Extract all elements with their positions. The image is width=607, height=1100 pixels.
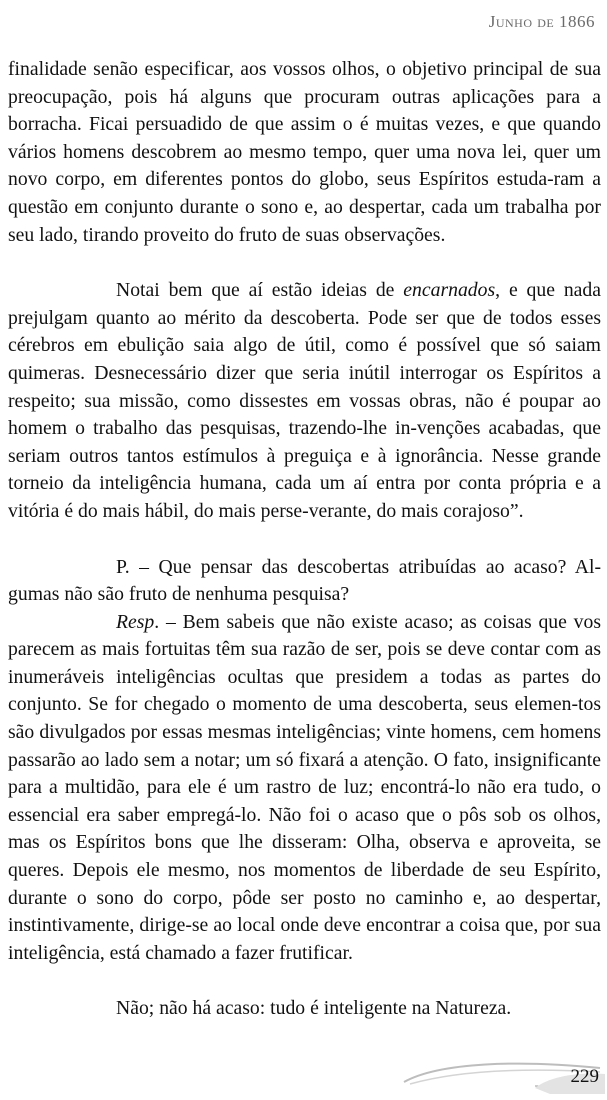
paragraph-2 <box>8 277 601 525</box>
answer-paragraph <box>8 609 601 968</box>
answer-label: Resp <box>116 610 155 633</box>
page-number: 229 <box>570 1066 599 1087</box>
body-text <box>8 56 601 1023</box>
closing-line: Não; não há acaso: tudo é inteligente na Natureza. <box>116 997 512 1020</box>
running-header: Junho de 1866 <box>488 12 595 31</box>
paragraph-1: finalidade senão especificar, aos vossos olhos, o objetivo principal de sua preocupação, pois há alguns que procuram outras aplicações para a borracha. Ficai persuadido de que assim o é muitas vezes, e que quando vários homens descobrem ao mesmo tempo, quer uma nova lei, quer um novo corpo, em diferentes pontos do globo, seus Espíritos estuda-ram a questão em conjunto durante o sono e, ao despertar, cada um trabalha por seu lado, tirando proveito do fruto de suas observações. <box>8 58 601 246</box>
paragraph-2-start: Notai bem que aí estão ideias de <box>116 279 404 302</box>
answer-text: . – Bem sabeis que não existe acaso; as coisas que vos parecem as mais fortuitas têm sua razão de ser, pois se deve contar com as inumeráveis inteligências ocultas que presidem a todas as partes do conjunto. Se for chegado o momento de uma descoberta, seus elemen-tos são divulgados por essas mesmas inteligências; vinte homens, cem homens passarão ao lado sem a notar; um só fixará a atenção. O fato, insignificante para a multidão, para ele é um rastro de luz; encontrá-lo não era tudo, o essencial era saber empregá-lo. Não foi o acaso que o pôs sob os olhos, mas os Espíritos bons que lhe disseram: Olha, observa e aproveita, se queres. Depois ele mesmo, nos momentos de liberdade de seu Espírito, durante o sono do corpo, pôde ser posto no caminho e, ao despertar, instintivamente, dirige-se ao local onde deve encontrar a coisa que, por sua inteligência, está chamado a fazer frutificar. <box>8 610 601 964</box>
page-footer <box>400 1058 605 1098</box>
emphasis-encarnados: encarnados <box>403 279 496 302</box>
question-paragraph: P. – Que pensar das descobertas atribuídas ao acaso? Al-gumas não são fruto de nenhuma pesquisa? <box>8 555 601 606</box>
paragraph-2-rest: , e que nada prejulgam quanto ao mérito da descoberta. Pode ser que de todos esses cérebros em ebulição saia algo de útil, como é possível que só saiam quimeras. Desnecessário dizer que seria inútil interrogar os Espíritos a respeito; sua missão, como dissestes em vossas obras, não é poupar ao homem o trabalho das pesquisas, trazendo-lhe in-venções acabadas, que seriam outros tantos estímulos à preguiça e à ignorância. Nesse grande torneio da inteligência humana, cada um aí entra por conta própria e a vitória é do mais hábil, do mais perse-verante, do mais corajoso”. <box>8 279 601 522</box>
